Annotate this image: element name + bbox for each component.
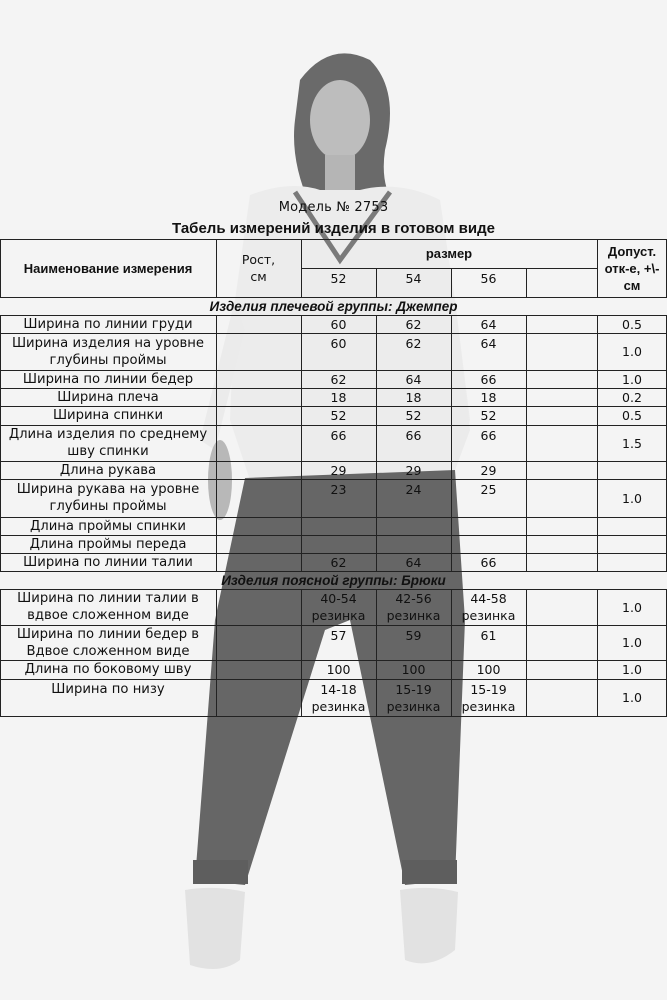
value-56: 66 [480, 371, 497, 387]
value-52: 62 [330, 371, 347, 387]
section-title-jumper: Изделия плечевой группы: Джемпер [209, 298, 458, 314]
value-52: 60 [330, 335, 347, 351]
value-56: 66 [480, 554, 497, 570]
value-54: 64 [405, 371, 422, 387]
tolerance-value [597, 461, 667, 479]
tolerance-value: 1.5 [622, 435, 642, 451]
row-name: Длина изделия по среднему шву спинки [8, 427, 208, 459]
tolerance-value: 1.0 [622, 635, 642, 650]
value-56: 64 [480, 316, 497, 332]
tolerance-value: 1.0 [622, 690, 642, 705]
row-name: Длина по боковому шву [24, 662, 192, 677]
tolerance-value: 1.0 [622, 662, 642, 677]
value-54: 42-56 резинка [386, 591, 441, 623]
row-name: Ширина спинки [52, 408, 164, 423]
header-name: Наименование измерения [23, 260, 193, 276]
row-name: Ширина по линии груди [23, 316, 193, 332]
value-56: 61 [480, 627, 497, 643]
row-name: Длина проймы спинки [30, 518, 186, 534]
tolerance-value: 0.2 [622, 389, 642, 405]
row-name: Длина рукава [59, 462, 157, 478]
value-52: 62 [330, 554, 347, 570]
tolerance-value: 1.0 [622, 599, 642, 615]
value-52: 29 [330, 462, 347, 478]
value-56: 44-58 резинка [461, 591, 516, 623]
row-name: Ширина по линии бедер [22, 371, 194, 387]
row-name: Длина проймы переда [29, 536, 187, 552]
value-54: 52 [405, 408, 422, 423]
value-56: 25 [480, 481, 497, 497]
row-name: Ширина изделия на уровне глубины проймы [11, 335, 205, 368]
tolerance-value: 0.5 [622, 408, 642, 423]
value-56: 100 [476, 662, 501, 677]
model-number: Модель № 2753 [278, 200, 389, 215]
value-52: 57 [330, 627, 347, 643]
value-54: 29 [405, 462, 422, 478]
header-tolerance: Допуст. отк-е, +\-см [604, 243, 660, 293]
value-56: 64 [480, 335, 497, 351]
value-52: 66 [330, 427, 347, 443]
value-52: 60 [330, 316, 347, 332]
value-54: 18 [405, 389, 422, 405]
row-name: Ширина рукава на уровне глубины проймы [16, 482, 200, 514]
row-name: Ширина по линии бедер в Вдвое сложенном виде [16, 626, 200, 659]
value-52: 100 [326, 662, 351, 677]
tolerance-value: 0.5 [622, 316, 642, 332]
row-name: Ширина плеча [57, 389, 159, 405]
value-54: 15-19 резинка [386, 681, 441, 714]
value-56: 29 [480, 462, 497, 478]
value-54: 59 [405, 627, 422, 643]
header-size-56: 56 [480, 270, 497, 286]
value-56: 66 [480, 427, 497, 443]
tolerance-value: 1.0 [622, 490, 642, 506]
header-size-empty [526, 268, 597, 288]
value-52: 18 [330, 389, 347, 405]
table-title: Табель измерений изделия в готовом виде [172, 220, 495, 237]
header-size-54: 54 [405, 270, 422, 286]
value-54: 64 [405, 554, 422, 570]
value-54: 62 [405, 335, 422, 351]
value-52: 14-18 резинка [311, 681, 366, 714]
row-name: Ширина по низу [51, 681, 165, 697]
tolerance-value: 1.0 [622, 344, 642, 359]
value-56: 52 [480, 408, 497, 423]
value-52: 23 [330, 481, 347, 497]
value-54: 100 [401, 662, 426, 677]
header-size-52: 52 [330, 270, 347, 286]
value-52: 40-54 резинка [311, 591, 366, 623]
header-height: Рост, см [241, 252, 276, 284]
value-56: 15-19 резинка [461, 681, 516, 714]
value-56: 18 [480, 389, 497, 405]
value-54: 62 [405, 316, 422, 332]
value-54: 66 [405, 427, 422, 443]
row-name: Ширина по линии талии [23, 554, 193, 570]
header-size: размер [425, 246, 473, 261]
section-title-trousers: Изделия поясной группы: Брюки [221, 572, 446, 588]
tolerance-value: 1.0 [622, 371, 642, 387]
value-54: 24 [405, 481, 422, 497]
row-name: Ширина по линии талии в вдвое сложенном виде [17, 591, 199, 623]
value-52: 52 [330, 408, 347, 423]
